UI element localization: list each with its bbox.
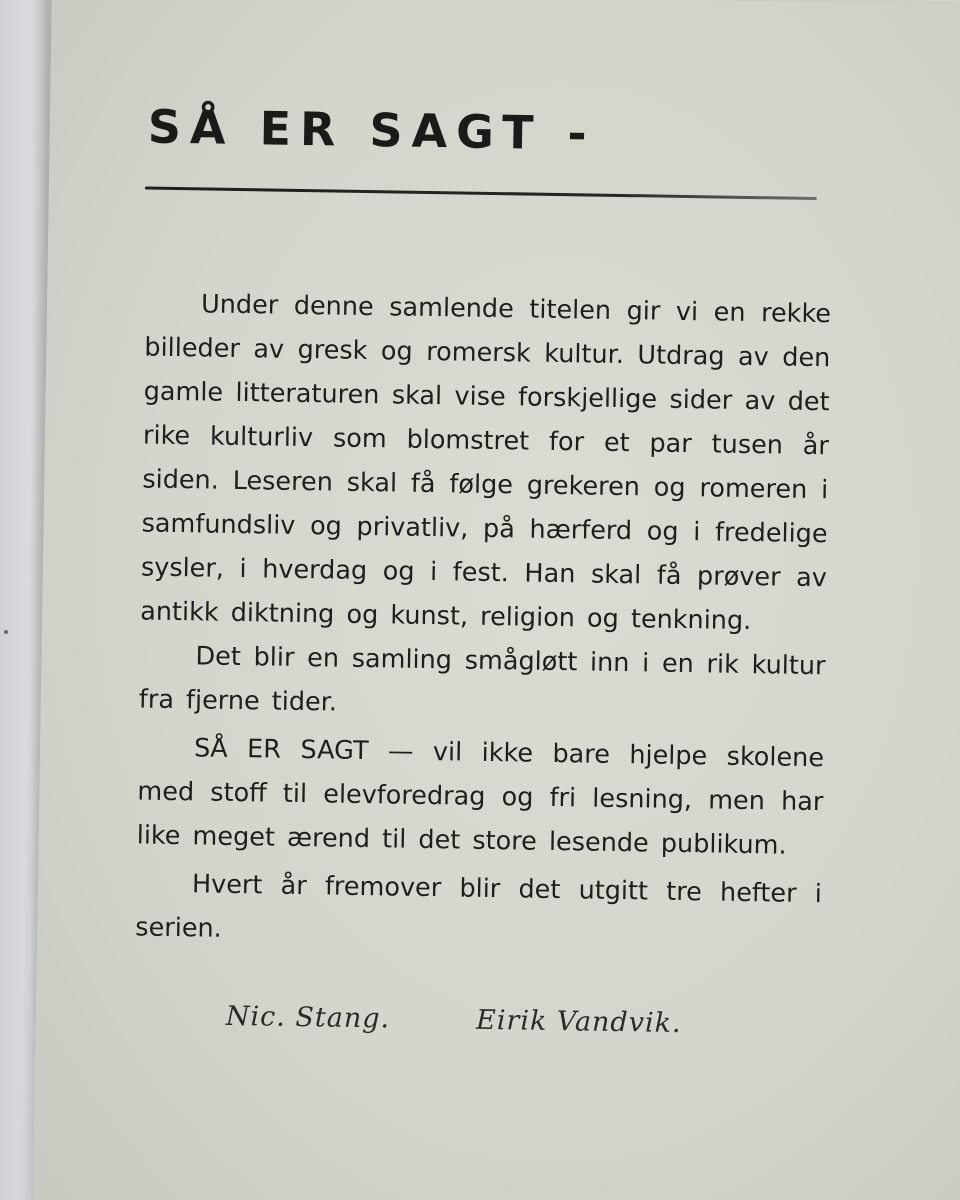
- paragraph-purpose: SÅ ER SAGT — vil ikke bare hjelpe skolene med stoff til elevforedrag og fri lesning, men har like meget ærend til det store lesende publikum.: [136, 733, 825, 861]
- intro-text: [135, 282, 831, 961]
- signature-stang: Nic. Stang.: [225, 1000, 391, 1035]
- paragraph-collection: Det blir en samling smågløtt inn i en rik kultur fra fjerne tider.: [138, 641, 826, 718]
- title-underline: [145, 186, 817, 200]
- paragraph-schedule: Hvert år fremover blir det utgitt tre hefter i serien.: [135, 869, 823, 944]
- series-title: SÅ ER SAGT -: [147, 99, 597, 161]
- paragraph-intro: Under denne samlende titelen gir vi en rekke billeder av gresk og romersk kultur. Utdrag av den gamle litteraturen skal vise forskjellige sider av det rike kulturliv som blomstret for et par tusen år siden. Leseren skal få følge grekeren og romeren i samfundsliv og privatliv, på hærferd og i fredelige sysler, i hverdag og i fest. Han skal få prøver av antikk diktning og kunst, religion og tenkning.: [140, 289, 832, 637]
- dust-speck: [4, 630, 8, 634]
- signature-block: [134, 999, 834, 1041]
- book-page: [33, 0, 960, 1200]
- page-content: [134, 97, 849, 1042]
- signature-vandvik: Eirik Vandvik.: [475, 1004, 682, 1040]
